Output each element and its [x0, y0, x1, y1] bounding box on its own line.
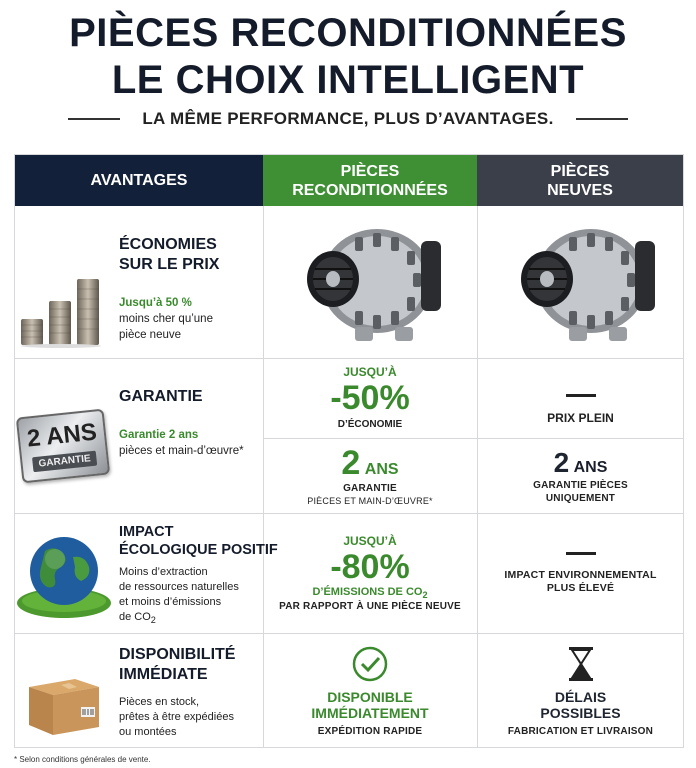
globe-grass-icon — [15, 529, 113, 621]
new-availability-cell: DÉLAIS POSSIBLES FABRICATION ET LIVRAISON — [478, 634, 683, 748]
new-eco-cell: IMPACT ENVIRONNEMENTAL PLUS ÉLEVÉ — [478, 514, 683, 633]
page-title-line1: PIÈCES RECONDITIONNÉES — [69, 11, 627, 55]
subtitle-left-rule — [68, 118, 120, 120]
alternator-new-icon — [509, 217, 659, 343]
cardboard-box-icon — [23, 667, 103, 737]
header-advantages: AVANTAGES — [15, 155, 263, 206]
refurb-warranty-cell: 2 ANS GARANTIE PIÈCES ET MAIN-D’ŒUVRE* — [307, 444, 433, 506]
hourglass-icon — [566, 645, 596, 683]
subtitle: LA MÊME PERFORMANCE, PLUS D’AVANTAGES. — [142, 109, 554, 128]
ecology-title: IMPACT ÉCOLOGIQUE POSITIF — [119, 524, 278, 558]
comparison-table — [14, 154, 684, 748]
savings-desc: Jusqu’à 50 % moins cher qu’une pièce neuve — [119, 297, 213, 341]
ecology-desc: Moins d’extraction de ressources naturelles et moins d’émissions de $CO_2$ — [119, 566, 239, 626]
warranty-title: GARANTIE — [119, 388, 203, 405]
header-refurbished: PIÈCES RECONDITIONNÉES — [263, 155, 477, 206]
page-title-line2: LE CHOIX INTELLIGENT — [111, 58, 585, 102]
footnote: * Selon conditions générales de vente. — [14, 755, 151, 764]
availability-desc: Pièces en stock, prêtes à être expédiées ou montées — [119, 696, 234, 738]
refurb-price-cell: JUSQU’À -50% D’ÉCONOMIE — [330, 365, 410, 430]
availability-title: DISPONIBILITÉ IMMÉDIATE — [119, 646, 236, 683]
dash-icon — [566, 394, 596, 397]
check-circle-icon — [351, 645, 389, 683]
new-warranty-cell: 2 ANS GARANTIE PIÈCES UNIQUEMENT — [533, 447, 628, 504]
subtitle-row — [0, 106, 696, 132]
refurb-availability-cell: DISPONIBLE IMMÉDIATEMENT EXPÉDITION RAPIDE — [263, 634, 477, 748]
header-new: PIÈCES NEUVES — [477, 155, 683, 206]
warranty-desc: Garantie 2 ans pièces et main-d’œuvre* — [119, 429, 244, 457]
warranty-badge-icon: 2 ANS GARANTIE — [16, 409, 110, 484]
new-price-cell: PRIX PLEIN — [478, 359, 683, 438]
alternator-refurbished-icon — [295, 217, 445, 343]
refurb-eco-cell: JUSQU’À -80% D’ÉMISSIONS DE $CO_2$ PAR RAPPORT À UNE PIÈCE NEUVE — [279, 533, 461, 613]
coins-stack-icon — [19, 273, 103, 349]
dash-icon — [566, 552, 596, 555]
savings-title: ÉCONOMIES SUR LE PRIX — [119, 236, 220, 273]
subtitle-right-rule — [576, 118, 628, 120]
